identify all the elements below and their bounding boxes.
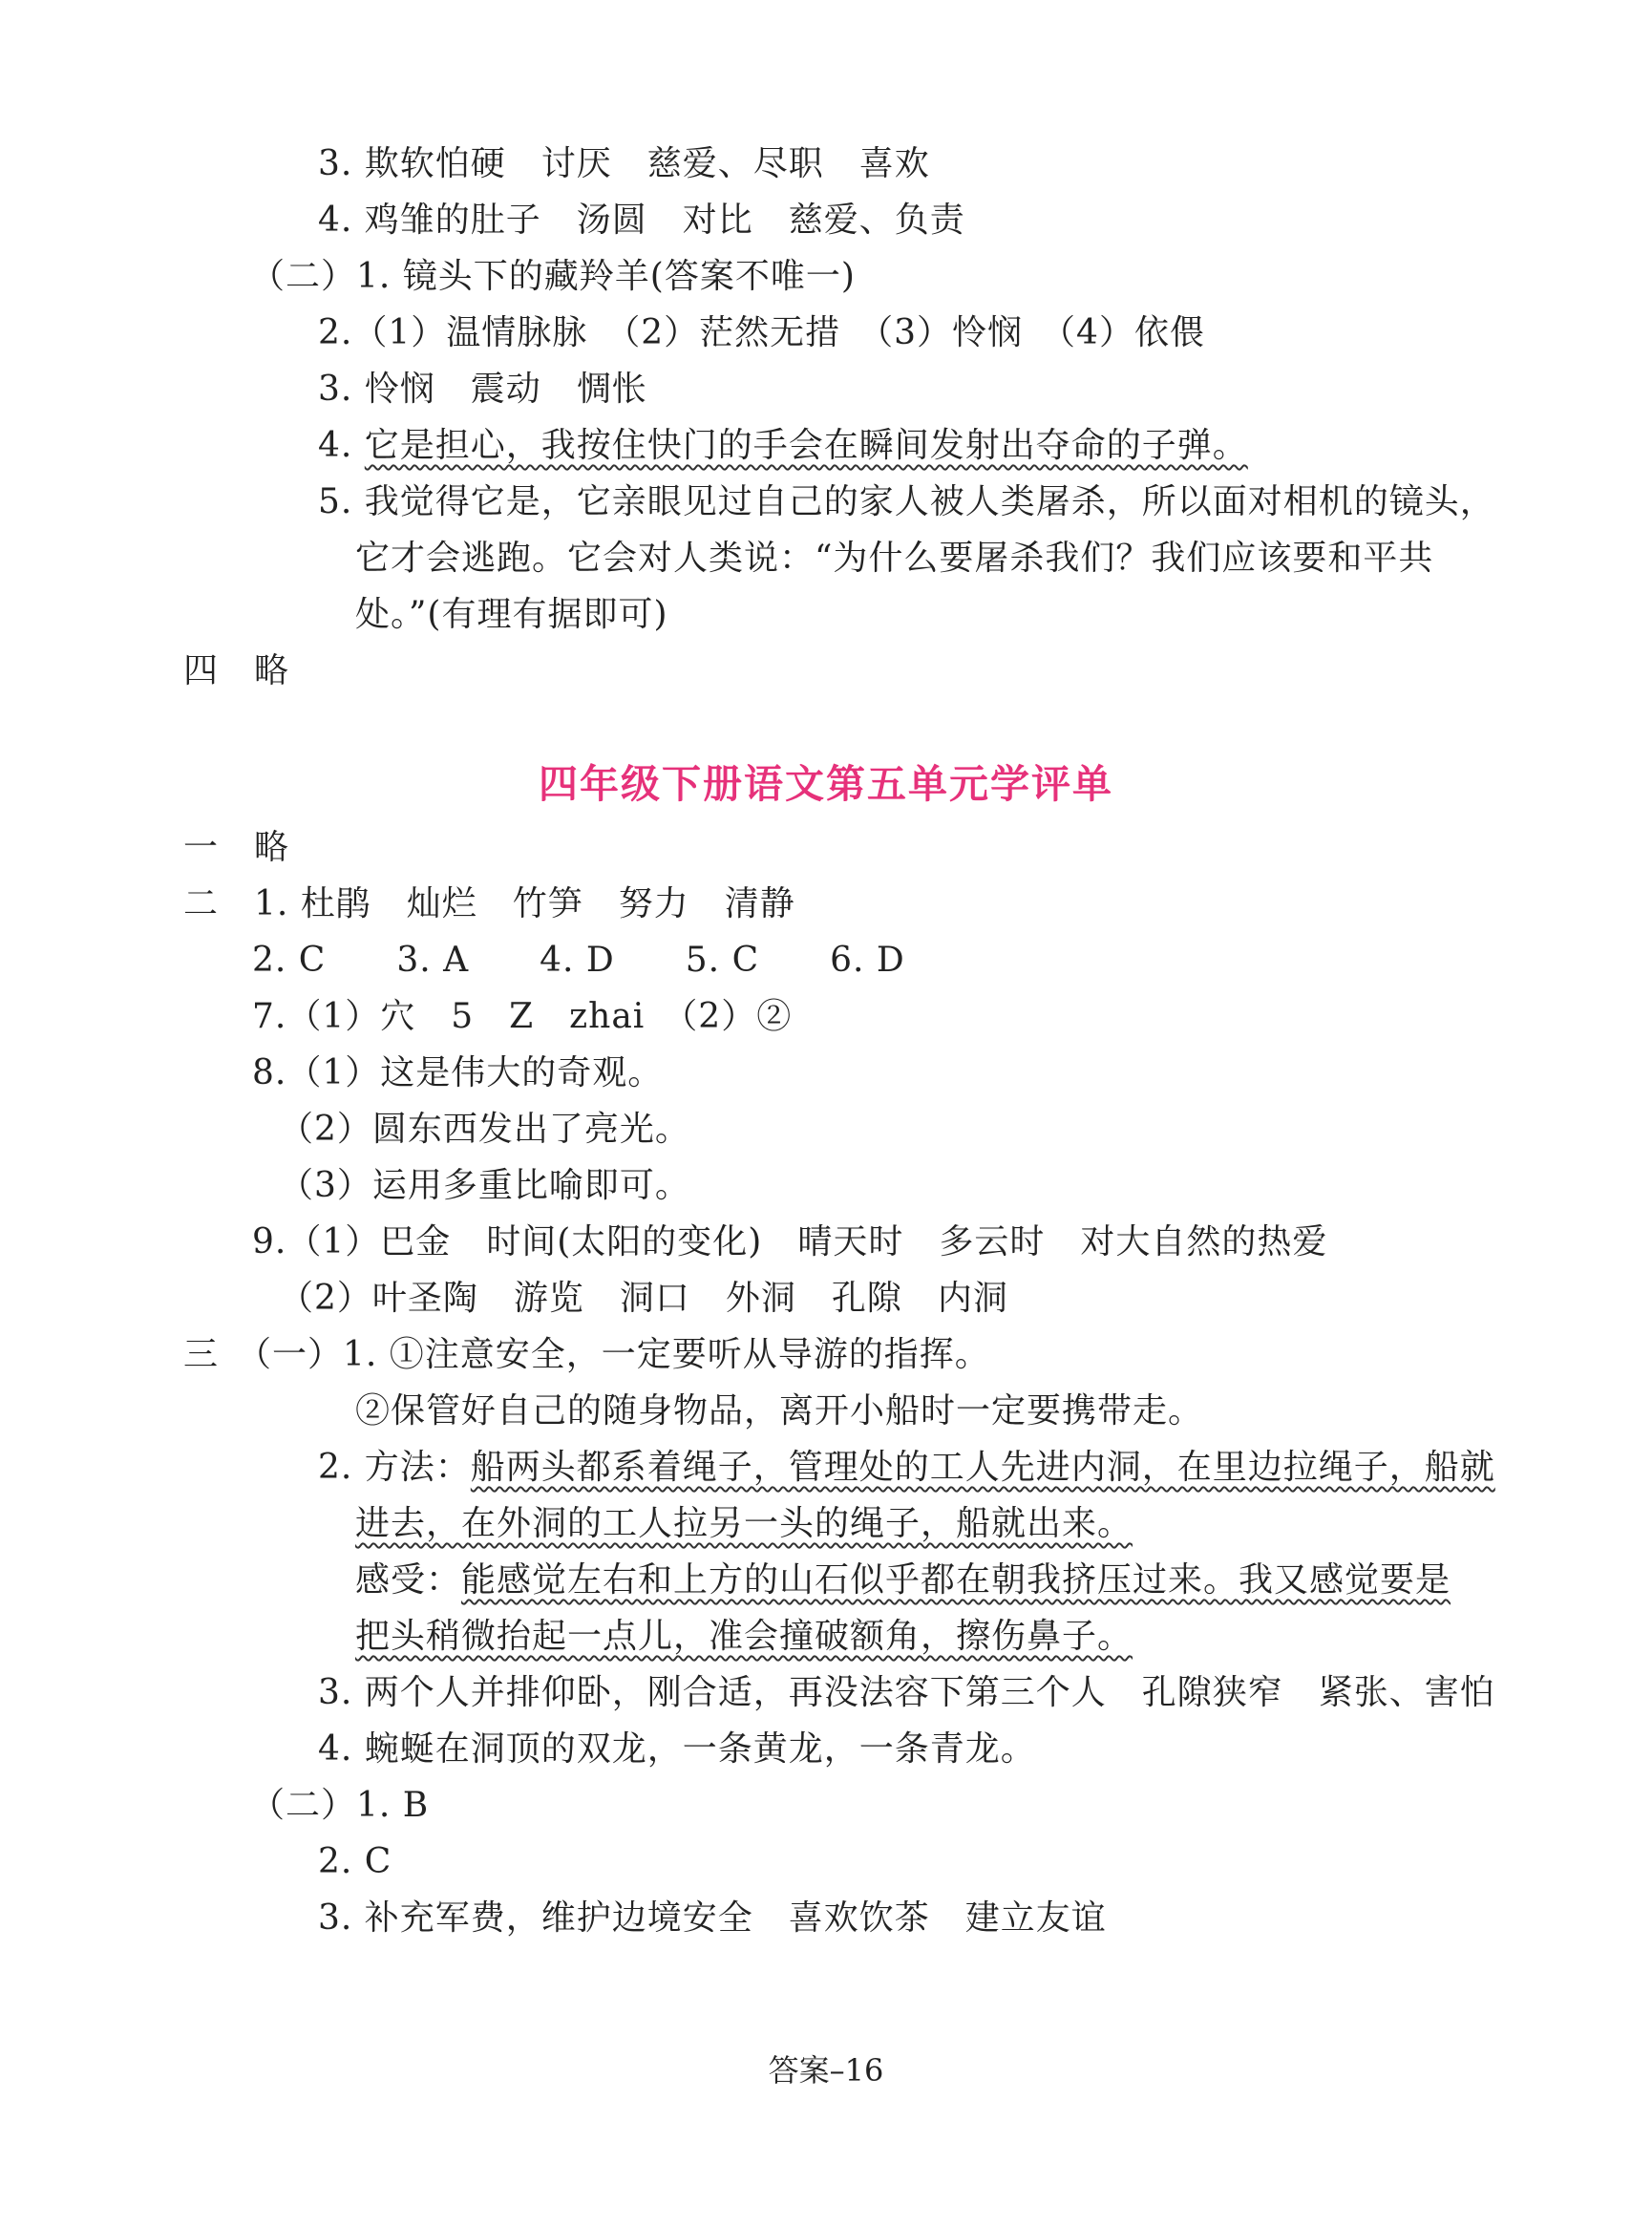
answer-line: 9.（1）巴金 时间(太阳的变化) 晴天时 多云时 对大自然的热爱	[252, 1222, 1328, 1261]
answer-line: （二）1. B	[250, 1786, 430, 1825]
answer-line: 5. 我觉得它是，它亲眼见过自己的家人被人类屠杀，所以面对相机的镜头，	[318, 482, 1495, 521]
answer-line	[355, 1616, 1133, 1658]
answer-line: 4. 它是担心，我按住快门的手会在瞬间发射出夺命的子弹。	[318, 426, 1248, 465]
answer-line: 2. C	[318, 1842, 392, 1881]
answer-line: 2. 方法：船两头都系着绳子，管理处的工人先进内洞，在里边拉绳子，船就	[318, 1448, 1495, 1487]
answer-line: 4. 蜿蜒在洞顶的双龙，一条黄龙，一条青龙。	[318, 1729, 1036, 1769]
answer-line: 处。”(有理有据即可)	[355, 595, 668, 634]
answer-line: 感受：能感觉左右和上方的山石似乎都在朝我挤压过来。我又感觉要是	[355, 1560, 1451, 1600]
answer-line: 三 （一）1. ①注意安全，一定要听从导游的指挥。	[183, 1335, 990, 1374]
answer-line: （二）1. 镜头下的藏羚羊(答案不唯一)	[250, 257, 856, 296]
answer-line: 3. 两个人并排仰卧，刚合适，再没法容下第三个人 孔隙狭窄 紧张、害怕	[318, 1673, 1495, 1712]
answer-line	[355, 1503, 1133, 1545]
underlined-answer: 船两头都系着绳子，管理处的工人先进内洞，在里边拉绳子，船就	[470, 1448, 1495, 1487]
answer-line: 3. 补充军费，维护边境安全 喜欢饮茶 建立友谊	[318, 1898, 1107, 1938]
answer-line: 7.（1）穴 5 Z zhai （2）②	[252, 997, 793, 1036]
underlined-answer: 把头稍微抬起一点儿，准会撞破额角，擦伤鼻子。	[355, 1617, 1133, 1656]
answer-line: 4. 鸡雏的肚子 汤圆 对比 慈爱、负责	[318, 201, 965, 240]
underlined-answer: 它是担心，我按住快门的手会在瞬间发射出夺命的子弹。	[364, 426, 1248, 465]
answer-line: 一 略	[183, 828, 290, 867]
answer-line: 8.（1）这是伟大的奇观。	[252, 1053, 664, 1092]
answer-line: 二 1. 杜鹃 灿烂 竹笋 努力 清静	[183, 884, 795, 923]
answer-line: （2）圆东西发出了亮光。	[279, 1110, 690, 1149]
answer-line: （3）运用多重比喻即可。	[279, 1166, 690, 1205]
answer-line: （2）叶圣陶 游览 洞口 外洞 孔隙 内洞	[279, 1279, 1008, 1318]
answer-line: 3. 欺软怕硬 讨厌 慈爱、尽职 喜欢	[318, 144, 930, 183]
answer-line: 3. 怜悯 震动 惆怅	[318, 370, 647, 409]
section-title: 四年级下册语文第五单元学评单	[539, 761, 1113, 807]
underlined-answer: 能感觉左右和上方的山石似乎都在朝我挤压过来。我又感觉要是	[461, 1560, 1451, 1600]
page-number: 答案–16	[768, 2052, 884, 2088]
underlined-answer: 进去，在外洞的工人拉另一头的绳子，船就出来。	[355, 1504, 1133, 1543]
answer-line: ②保管好自己的随身物品，离开小船时一定要携带走。	[355, 1391, 1204, 1431]
answer-line: 四 略	[183, 651, 290, 690]
answer-line: 2.（1）温情脉脉 （2）茫然无措 （3）怜悯 （4）依偎	[318, 313, 1205, 352]
answer-line: 它才会逃跑。它会对人类说：“为什么要屠杀我们？我们应该要和平共	[355, 539, 1434, 578]
answer-line: 2. C 3. A 4. D 5. C 6. D	[252, 941, 905, 980]
